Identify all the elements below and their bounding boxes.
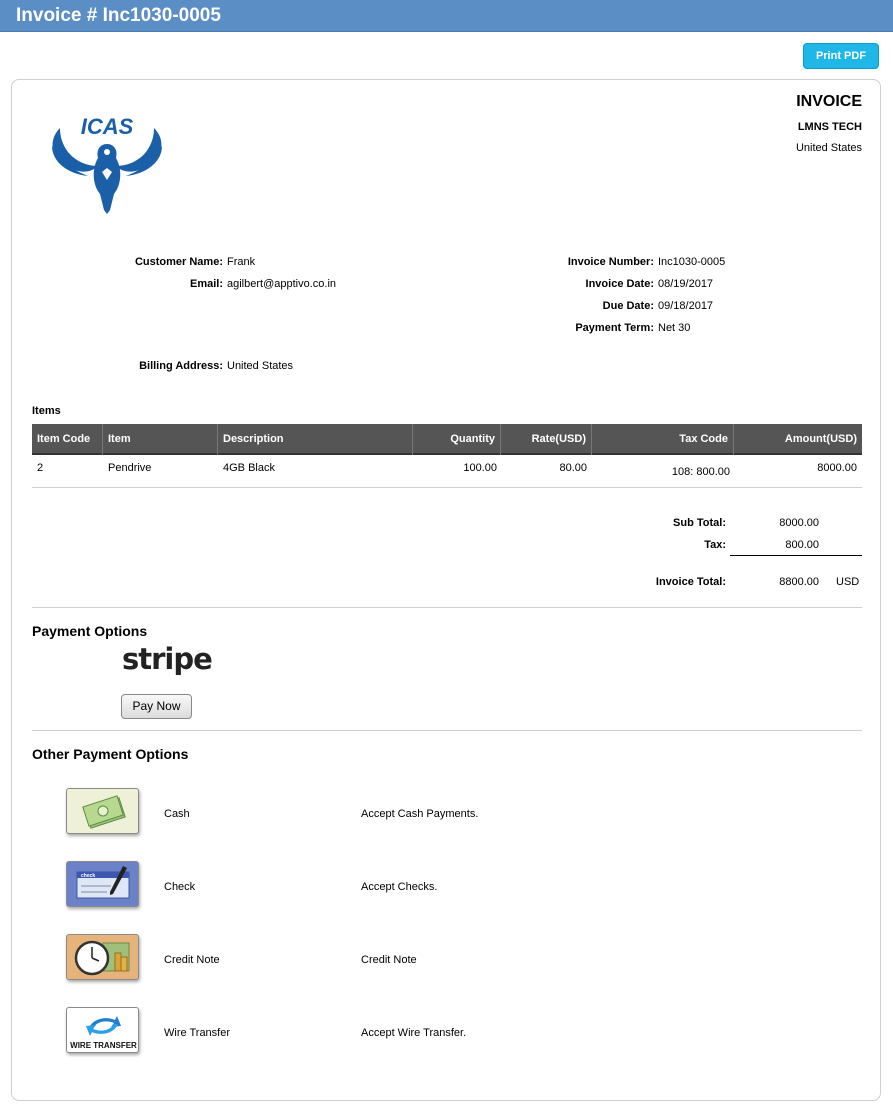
- check-text: check: [81, 873, 96, 879]
- pay-now-button[interactable]: Pay Now: [121, 694, 192, 719]
- tax-value: 800.00: [785, 539, 819, 551]
- company-name: LMNS TECH: [797, 121, 862, 133]
- wire-transfer-icon: [66, 1007, 139, 1053]
- billing-address-label: Billing Address:: [139, 360, 223, 372]
- rate-cell: 80.00: [559, 462, 587, 474]
- company-country: United States: [795, 142, 862, 154]
- invoice-number: Inc1030-0005: [658, 256, 726, 268]
- payment-option-description: Accept Cash Payments.: [361, 808, 479, 820]
- wire-transfer-text: WIRE TRANSFER: [70, 1041, 137, 1050]
- customer-name-label: Customer Name:: [134, 256, 223, 268]
- due-date-label: Due Date:: [602, 300, 654, 312]
- amount-cell: 8000.00: [817, 462, 857, 474]
- items-title: Items: [32, 405, 61, 417]
- item-code-cell: 2: [37, 462, 44, 474]
- invoice-total-value: 8800.00: [779, 576, 819, 588]
- title-bar: [0, 0, 893, 32]
- customer-email: agilbert@apptivo.co.in: [227, 278, 337, 290]
- tax-code-cell: 108: 800.00: [671, 466, 730, 478]
- payment-option-name: Credit Note: [164, 954, 220, 966]
- items-table-header: [32, 424, 862, 455]
- invoice-date: 08/19/2017: [658, 278, 714, 290]
- item-cell: Pendrive: [108, 462, 152, 474]
- payment-option-name: Wire Transfer: [164, 1027, 231, 1039]
- invoice-date-label: Invoice Date:: [585, 278, 654, 290]
- payment-option-description: Accept Wire Transfer.: [361, 1027, 467, 1039]
- section-divider: [32, 607, 862, 608]
- company-logo: [48, 110, 166, 214]
- print-pdf-button[interactable]: Print PDF: [803, 43, 879, 69]
- tax-label: Tax:: [704, 539, 726, 551]
- subtotal-label: Sub Total:: [673, 517, 726, 529]
- credit-note-icon: [66, 934, 139, 980]
- currency-label: USD: [836, 576, 860, 588]
- column-header: Item Code: [32, 424, 103, 455]
- email-label: Email:: [189, 278, 223, 290]
- payment-option-name: Cash: [164, 808, 190, 820]
- payment-options-title: Payment Options: [32, 623, 148, 639]
- column-header: Rate(USD): [501, 424, 592, 455]
- cash-icon: [66, 788, 139, 834]
- stripe-logo: stripe: [122, 642, 212, 676]
- column-header: Description: [218, 424, 413, 455]
- logo-text: ICAS: [80, 114, 134, 139]
- payment-option-name: Check: [164, 881, 196, 893]
- invoice-total-label: Invoice Total:: [655, 576, 726, 588]
- row-divider: [32, 487, 862, 488]
- column-header: Quantity: [413, 424, 501, 455]
- billing-address: United States: [227, 360, 294, 372]
- customer-name: Frank: [227, 256, 256, 268]
- subtotal-value: 8000.00: [779, 517, 819, 529]
- check-icon: [66, 861, 139, 907]
- due-date: 09/18/2017: [658, 300, 714, 312]
- payment-term-label: Payment Term:: [575, 322, 654, 334]
- quantity-cell: 100.00: [463, 462, 497, 474]
- column-header: Item: [103, 424, 218, 455]
- column-header: Tax Code: [592, 424, 734, 455]
- invoice-heading: INVOICE: [796, 93, 862, 110]
- payment-option-description: Credit Note: [361, 954, 417, 966]
- invoice-card: [11, 79, 881, 1101]
- payment-option-description: Accept Checks.: [361, 881, 438, 893]
- column-header: Amount(USD): [784, 433, 857, 445]
- section-divider: [32, 730, 862, 731]
- other-payment-options-title: Other Payment Options: [32, 746, 189, 762]
- payment-term: Net 30: [658, 322, 691, 334]
- window-title: Invoice # Inc1030-0005: [16, 5, 221, 26]
- invoice-number-label: Invoice Number:: [567, 256, 654, 268]
- description-cell: 4GB Black: [223, 462, 275, 474]
- company-header: [796, 93, 862, 154]
- totals-divider: [730, 555, 862, 556]
